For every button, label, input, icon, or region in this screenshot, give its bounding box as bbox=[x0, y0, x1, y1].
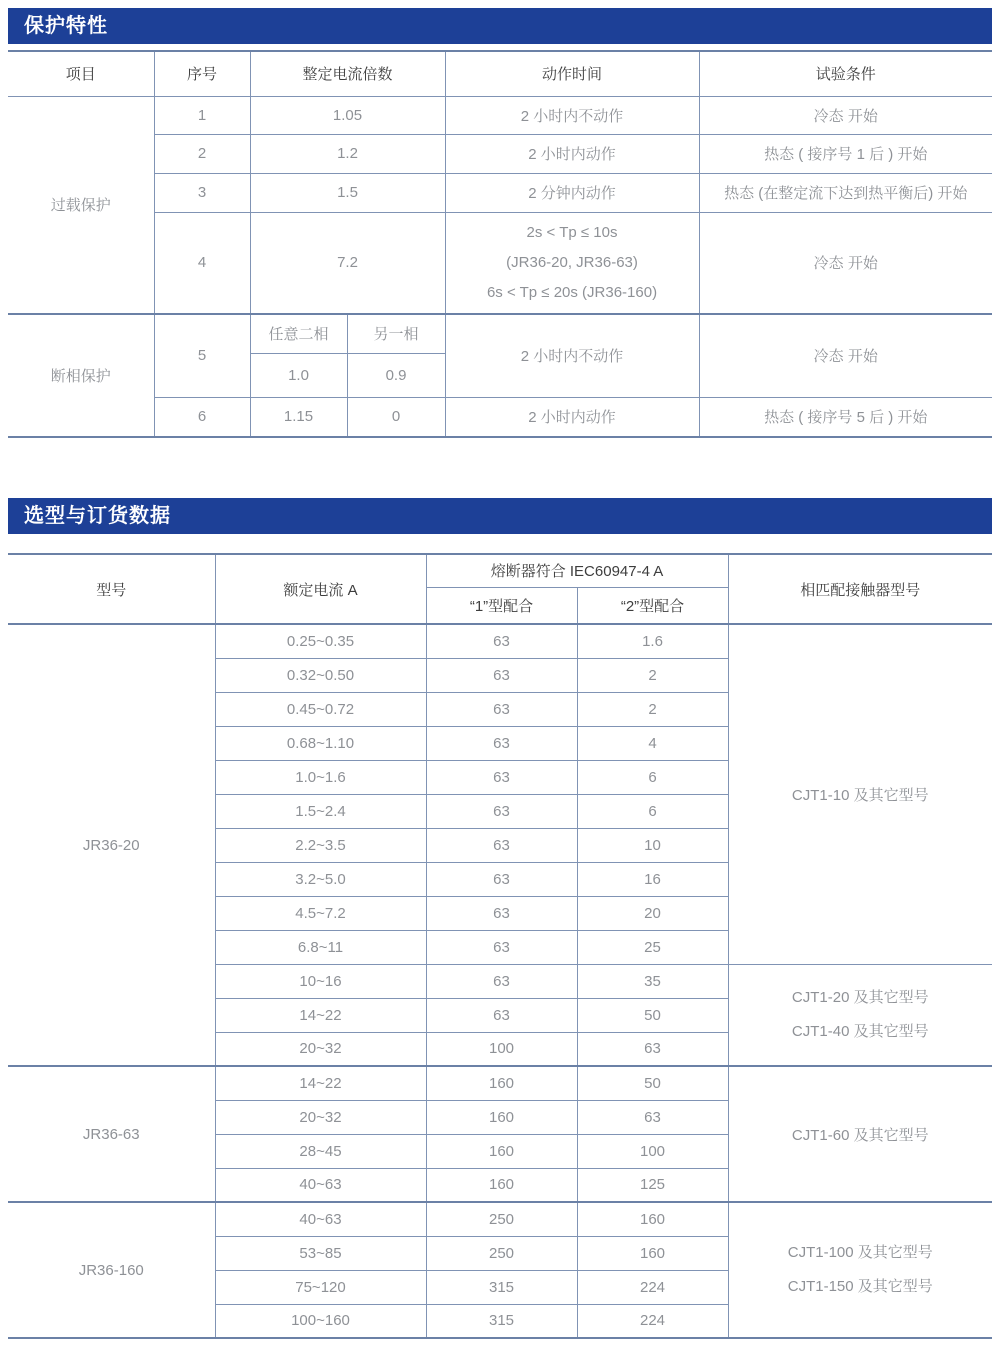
g0-contactor-b-line2: CJT1-40 及其它型号 bbox=[791, 1022, 929, 1040]
overload-4-action-line2: (JR36-20, JR36-63) bbox=[506, 253, 638, 271]
header-condition: 试验条件 bbox=[699, 51, 992, 96]
overload-4-action-line3: 6s < Tp ≤ 20s (JR36-160) bbox=[486, 283, 658, 301]
g0-r8-t1: 63 bbox=[426, 896, 577, 930]
g1-r2-current: 28~45 bbox=[215, 1134, 426, 1168]
g0-r4-current: 1.0~1.6 bbox=[215, 760, 426, 794]
g0-r4-t2: 6 bbox=[577, 760, 728, 794]
g1-contactor: CJT1-60 及其它型号 bbox=[728, 1066, 992, 1202]
header-multiple: 整定电流倍数 bbox=[250, 51, 445, 96]
section2-title: 选型与订货数据 bbox=[24, 505, 171, 527]
phase-failure-group-label: 断相保护 bbox=[8, 314, 154, 437]
g1-r0-t1: 160 bbox=[426, 1066, 577, 1100]
table-row bbox=[8, 314, 992, 353]
g0-r0-t2: 1.6 bbox=[577, 624, 728, 658]
g0-r5-t1: 63 bbox=[426, 794, 577, 828]
overload-group-label: 过载保护 bbox=[8, 96, 154, 314]
g0-r12-current: 20~32 bbox=[215, 1032, 426, 1066]
header-fuse-type1: “1”型配合 bbox=[426, 587, 577, 624]
g2-contactor bbox=[728, 1202, 992, 1338]
g0-r1-t1: 63 bbox=[426, 658, 577, 692]
model-jr36-20: JR36-20 bbox=[8, 624, 215, 1066]
overload-3-multiple: 1.5 bbox=[250, 173, 445, 212]
g0-r9-t2: 25 bbox=[577, 930, 728, 964]
phase-failure-5-col-b: 另一相 bbox=[347, 314, 445, 353]
overload-4-multiple: 7.2 bbox=[250, 212, 445, 314]
overload-2-multiple: 1.2 bbox=[250, 134, 445, 173]
overload-4-action bbox=[445, 212, 699, 314]
table-row bbox=[8, 173, 992, 212]
g0-r8-t2: 20 bbox=[577, 896, 728, 930]
header-item: 项目 bbox=[8, 51, 154, 96]
g0-r7-t2: 16 bbox=[577, 862, 728, 896]
protection-characteristics-table bbox=[8, 50, 992, 438]
g0-r9-t1: 63 bbox=[426, 930, 577, 964]
g0-r3-current: 0.68~1.10 bbox=[215, 726, 426, 760]
phase-failure-5-action: 2 小时内不动作 bbox=[445, 314, 699, 397]
overload-2-condition: 热态 ( 接序号 1 后 ) 开始 bbox=[699, 134, 992, 173]
header-action: 动作时间 bbox=[445, 51, 699, 96]
header-contactor: 相匹配接触器型号 bbox=[728, 554, 992, 624]
selection-header-row bbox=[8, 554, 992, 587]
g0-r0-current: 0.25~0.35 bbox=[215, 624, 426, 658]
g0-r2-t2: 2 bbox=[577, 692, 728, 726]
phase-failure-5-no: 5 bbox=[154, 314, 250, 397]
g0-r1-t2: 2 bbox=[577, 658, 728, 692]
overload-3-action: 2 分钟内动作 bbox=[445, 173, 699, 212]
g2-r2-t1: 315 bbox=[426, 1270, 577, 1304]
header-rated-current: 额定电流 A bbox=[215, 554, 426, 624]
g1-r1-t2: 63 bbox=[577, 1100, 728, 1134]
g0-r5-current: 1.5~2.4 bbox=[215, 794, 426, 828]
g1-r2-t1: 160 bbox=[426, 1134, 577, 1168]
g0-contactor-b bbox=[728, 964, 992, 1066]
g0-r6-current: 2.2~3.5 bbox=[215, 828, 426, 862]
g0-r12-t1: 100 bbox=[426, 1032, 577, 1066]
header-no: 序号 bbox=[154, 51, 250, 96]
selection-ordering-table bbox=[8, 553, 992, 1339]
table-row bbox=[8, 397, 992, 437]
phase-failure-5-col-a: 任意二相 bbox=[250, 314, 347, 353]
g0-contactor-a: CJT1-10 及其它型号 bbox=[728, 624, 992, 964]
g0-r7-t1: 63 bbox=[426, 862, 577, 896]
table-row bbox=[8, 96, 992, 134]
g2-r3-t1: 315 bbox=[426, 1304, 577, 1338]
g0-contactor-b-line1: CJT1-20 及其它型号 bbox=[791, 988, 929, 1006]
table-row bbox=[8, 1066, 992, 1100]
g1-r3-current: 40~63 bbox=[215, 1168, 426, 1202]
phase-failure-5-val-a: 1.0 bbox=[250, 353, 347, 397]
g0-r8-current: 4.5~7.2 bbox=[215, 896, 426, 930]
section2-title-bar bbox=[8, 498, 992, 534]
g0-r10-current: 10~16 bbox=[215, 964, 426, 998]
section1-title-bar bbox=[8, 8, 992, 44]
overload-1-multiple: 1.05 bbox=[250, 96, 445, 134]
phase-failure-5-condition: 冷态 开始 bbox=[699, 314, 992, 397]
header-model: 型号 bbox=[8, 554, 215, 624]
g1-r1-current: 20~32 bbox=[215, 1100, 426, 1134]
protection-header-row bbox=[8, 51, 992, 96]
table-row bbox=[8, 1202, 992, 1236]
g0-r2-current: 0.45~0.72 bbox=[215, 692, 426, 726]
table-row bbox=[8, 134, 992, 173]
g1-r3-t2: 125 bbox=[577, 1168, 728, 1202]
g0-r12-t2: 63 bbox=[577, 1032, 728, 1066]
g2-r0-t1: 250 bbox=[426, 1202, 577, 1236]
overload-1-action: 2 小时内不动作 bbox=[445, 96, 699, 134]
g0-r11-t1: 63 bbox=[426, 998, 577, 1032]
g0-r9-current: 6.8~11 bbox=[215, 930, 426, 964]
g0-r11-current: 14~22 bbox=[215, 998, 426, 1032]
g0-r6-t1: 63 bbox=[426, 828, 577, 862]
g1-r3-t1: 160 bbox=[426, 1168, 577, 1202]
phase-failure-5-val-b: 0.9 bbox=[347, 353, 445, 397]
model-jr36-63: JR36-63 bbox=[8, 1066, 215, 1202]
g2-r1-current: 53~85 bbox=[215, 1236, 426, 1270]
header-fuse-type2: “2”型配合 bbox=[577, 587, 728, 624]
phase-failure-6-condition: 热态 ( 接序号 5 后 ) 开始 bbox=[699, 397, 992, 437]
g1-r0-current: 14~22 bbox=[215, 1066, 426, 1100]
g1-r0-t2: 50 bbox=[577, 1066, 728, 1100]
table-row bbox=[8, 624, 992, 658]
g0-r7-current: 3.2~5.0 bbox=[215, 862, 426, 896]
model-jr36-160: JR36-160 bbox=[8, 1202, 215, 1338]
g0-r10-t2: 35 bbox=[577, 964, 728, 998]
overload-2-action: 2 小时内动作 bbox=[445, 134, 699, 173]
overload-4-no: 4 bbox=[154, 212, 250, 314]
g2-r1-t2: 160 bbox=[577, 1236, 728, 1270]
phase-failure-6-action: 2 小时内动作 bbox=[445, 397, 699, 437]
g2-r1-t1: 250 bbox=[426, 1236, 577, 1270]
overload-4-condition: 冷态 开始 bbox=[699, 212, 992, 314]
g0-r1-current: 0.32~0.50 bbox=[215, 658, 426, 692]
phase-failure-6-no: 6 bbox=[154, 397, 250, 437]
g2-r3-current: 100~160 bbox=[215, 1304, 426, 1338]
overload-1-no: 1 bbox=[154, 96, 250, 134]
g1-r1-t1: 160 bbox=[426, 1100, 577, 1134]
g2-r2-current: 75~120 bbox=[215, 1270, 426, 1304]
g0-r5-t2: 6 bbox=[577, 794, 728, 828]
g0-r0-t1: 63 bbox=[426, 624, 577, 658]
g0-r3-t2: 4 bbox=[577, 726, 728, 760]
g0-r6-t2: 10 bbox=[577, 828, 728, 862]
g0-r3-t1: 63 bbox=[426, 726, 577, 760]
overload-3-condition: 热态 (在整定流下达到热平衡后) 开始 bbox=[699, 173, 992, 212]
g2-contactor-line2: CJT1-150 及其它型号 bbox=[787, 1278, 933, 1295]
g2-r0-current: 40~63 bbox=[215, 1202, 426, 1236]
table-row bbox=[8, 212, 992, 314]
overload-3-no: 3 bbox=[154, 173, 250, 212]
g1-r2-t2: 100 bbox=[577, 1134, 728, 1168]
g0-r11-t2: 50 bbox=[577, 998, 728, 1032]
g2-r3-t2: 224 bbox=[577, 1304, 728, 1338]
phase-failure-6-val-b: 0 bbox=[347, 397, 445, 437]
overload-2-no: 2 bbox=[154, 134, 250, 173]
header-fuse: 熔断器符合 IEC60947-4 A bbox=[426, 554, 728, 587]
overload-1-condition: 冷态 开始 bbox=[699, 96, 992, 134]
section1-title: 保护特性 bbox=[24, 15, 108, 37]
overload-4-action-line1: 2s < Tp ≤ 10s bbox=[526, 223, 618, 241]
g0-r4-t1: 63 bbox=[426, 760, 577, 794]
g2-r2-t2: 224 bbox=[577, 1270, 728, 1304]
g0-r2-t1: 63 bbox=[426, 692, 577, 726]
g2-contactor-line1: CJT1-100 及其它型号 bbox=[787, 1244, 933, 1261]
phase-failure-6-val-a: 1.15 bbox=[250, 397, 347, 437]
g0-r10-t1: 63 bbox=[426, 964, 577, 998]
g2-r0-t2: 160 bbox=[577, 1202, 728, 1236]
